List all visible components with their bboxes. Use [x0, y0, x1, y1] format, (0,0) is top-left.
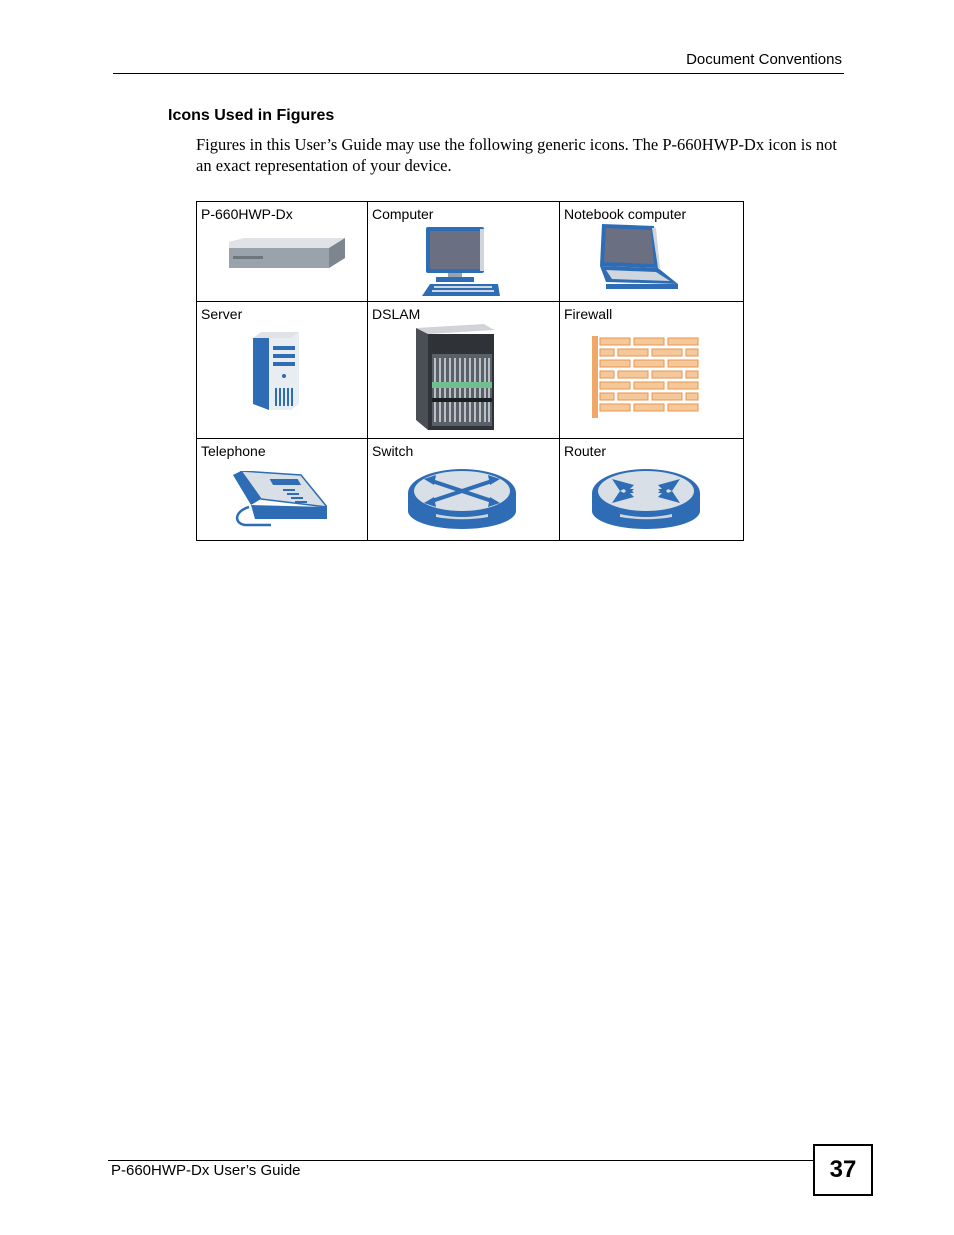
firewall-icon: [592, 336, 702, 418]
icon-label: Telephone: [201, 443, 266, 459]
router-icon: [590, 467, 702, 531]
page-number: 37: [813, 1144, 873, 1196]
footer-guide-title: P-660HWP-Dx User’s Guide: [111, 1162, 301, 1179]
icon-label: Server: [201, 306, 243, 322]
telephone-icon: [231, 471, 327, 527]
computer-icon: [420, 226, 500, 296]
icon-cell-firewall: [560, 302, 744, 439]
icon-label: DSLAM: [372, 306, 421, 322]
icon-label: Router: [564, 443, 607, 459]
icon-label: Computer: [372, 206, 434, 222]
icon-cell-dslam: [368, 302, 560, 439]
switch-icon: [406, 467, 518, 531]
dslam-icon: [414, 324, 496, 430]
body-paragraph: Figures in this User’s Guide may use the following generic icons. The P-660HWP-Dx icon is not an exact representation of your device.: [196, 135, 837, 175]
footer-rule: [108, 1160, 814, 1161]
icons-table: [196, 201, 744, 541]
section-title: Icons Used in Figures: [168, 107, 335, 124]
notebook-computer-icon: [596, 224, 678, 290]
server-icon: [253, 332, 299, 410]
icon-cell-switch: [368, 439, 560, 541]
icon-label: Switch: [372, 443, 414, 459]
icon-cell-server: [197, 302, 368, 439]
modem-device-icon: [227, 238, 345, 274]
icon-cell-modem: [197, 202, 368, 302]
icon-cell-computer: [368, 202, 560, 302]
icon-cell-router: [560, 439, 744, 541]
icon-label: P-660HWP-Dx: [201, 206, 293, 222]
icon-cell-telephone: [197, 439, 368, 541]
running-header: Document Conventions: [686, 51, 842, 68]
icon-label: Firewall: [564, 306, 613, 322]
icon-cell-notebook: [560, 202, 744, 302]
icon-label: Notebook computer: [564, 206, 687, 222]
header-rule: [113, 73, 844, 74]
